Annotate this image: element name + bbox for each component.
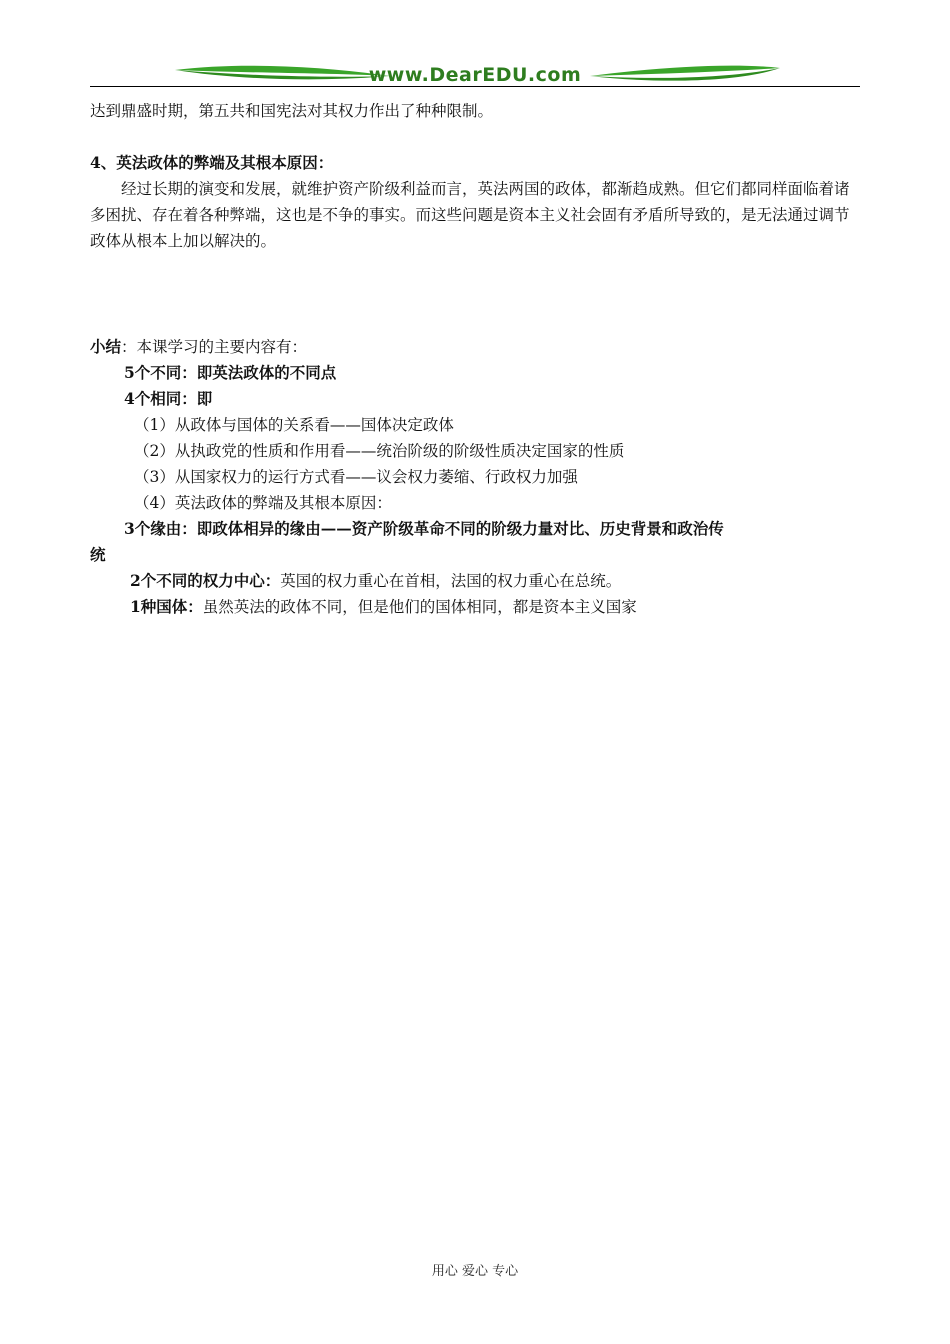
paragraph-continuation: 达到鼎盛时期，第五共和国宪法对其权力作出了种种限制。 (90, 102, 494, 120)
summary-label: 小结 (90, 337, 122, 356)
summary-two-label: 2个不同的权力中心： (130, 571, 281, 590)
summary-four-item-4: （4）英法政体的弊端及其根本原因： (134, 494, 392, 512)
summary-five-differences: 5个不同：即英法政体的不同点 (124, 363, 337, 382)
site-logo: www.DearEDU.com (368, 64, 582, 86)
summary-one-state (90, 594, 860, 620)
summary-four-item-1: （1）从政体与国体的关系看——国体决定政体 (134, 416, 454, 434)
summary-intro: ：本课学习的主要内容有： (121, 338, 308, 356)
summary-one-text: 虽然英法的政体不同，但是他们的国体相同，都是资本主义国家 (202, 598, 637, 616)
summary-four-item-2: （2）从执政党的性质和作用看——统治阶级的阶级性质决定国家的性质 (134, 442, 625, 460)
summary-three-line-2: 统 (90, 545, 106, 564)
summary-two-centers (90, 568, 860, 594)
summary-heading (90, 334, 860, 360)
summary-four-similarities: 4个相同：即 (124, 389, 213, 408)
header-divider (90, 86, 860, 87)
summary-three-reasons (90, 516, 860, 568)
summary-one-label: 1种国体： (130, 597, 203, 616)
summary-four-item-3: （3）从国家权力的运行方式看——议会权力萎缩、行政权力加强 (134, 468, 578, 486)
document-body (90, 98, 860, 620)
summary-three-line-1: 3个缘由：即政体相异的缘由——资产阶级革命不同的阶级力量对比、历史背景和政治传 (124, 519, 724, 538)
section-4-heading: 4、英法政体的弊端及其根本原因： (90, 153, 334, 172)
summary-two-text: 英国的权力重心在首相，法国的权力重心在总统。 (280, 572, 622, 590)
page-footer: 用心 爱心 专心 (431, 1264, 519, 1279)
section-4-paragraph: 经过长期的演变和发展，就维护资产阶级利益而言，英法两国的政体，都渐趋成熟。但它们都同样面临着诸多困扰、存在着各种弊端，这也是不争的事实。而这些问题是资本主义社会固有矛盾所导致的，是无法通过调节政体从根本上加以解决的。 (90, 180, 850, 250)
